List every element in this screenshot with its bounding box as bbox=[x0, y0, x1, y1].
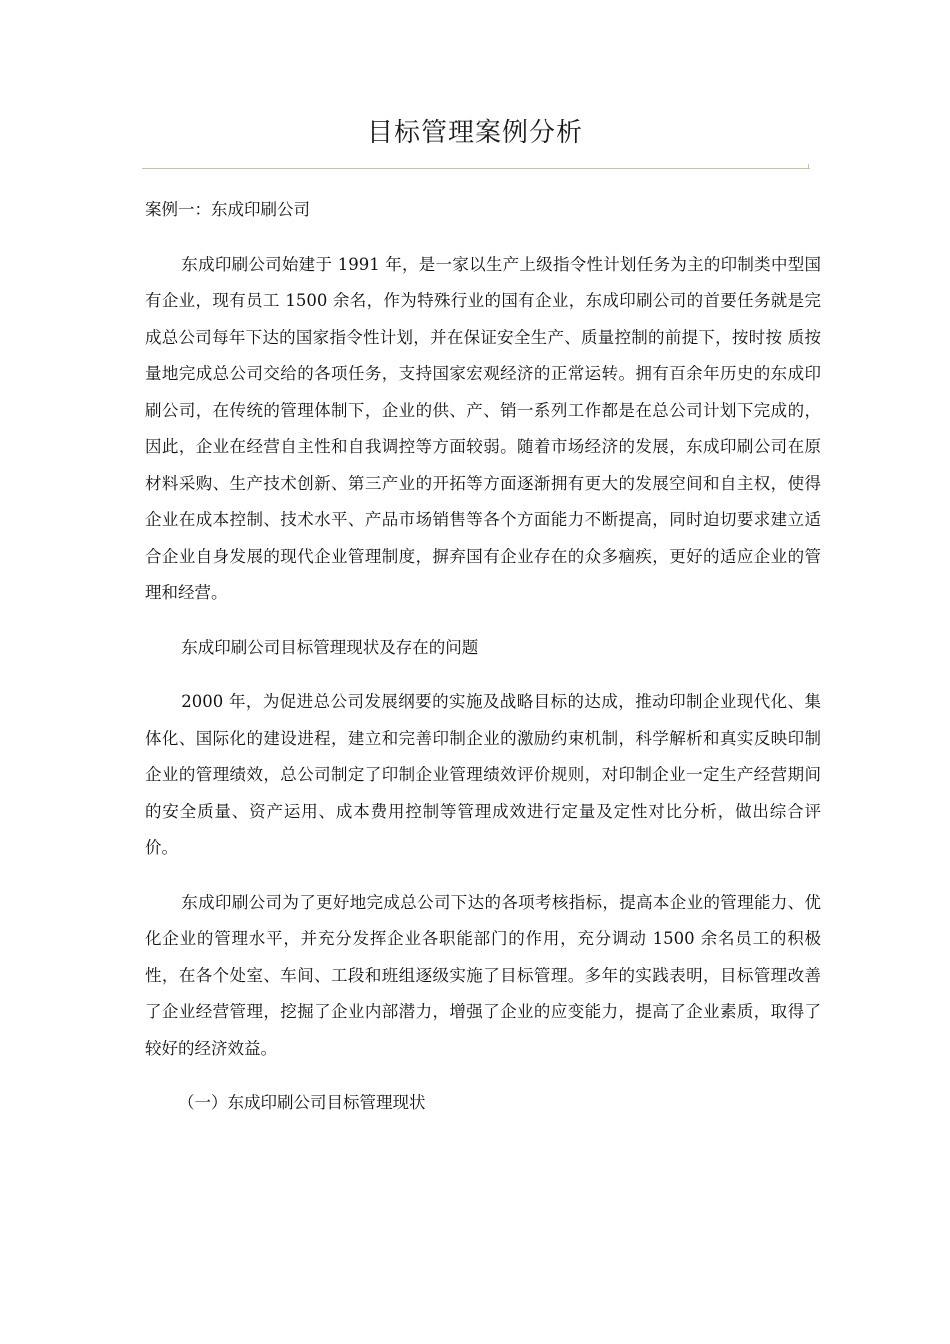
title-divider bbox=[142, 168, 810, 169]
document-title: 目标管理案例分析 bbox=[366, 118, 583, 148]
title-divider-end-mark bbox=[808, 164, 809, 169]
section-heading: 东成印刷公司目标管理现状及存在的问题 bbox=[181, 637, 479, 657]
subsection-heading: （一）东成印刷公司目标管理现状 bbox=[178, 1093, 426, 1112]
paragraph-management-practice: 东成印刷公司为了更好地完成总公司下达的各项考核指标，提高本企业的管理能力、优化企业的管理水平，并充分发挥企业各职能部门的作用，充分调动 1500 余名员工的积极性，在各个处室、车间、工段和班组逐级实施了目标管理。多年的实践表明，目标管理改善了企业经营管理，挖掘了企业内部潜力，增强了企业的应变能力，提高了企业素质，取得了较好的经济效益。 bbox=[145, 892, 821, 1058]
case-heading: 案例一：东成印刷公司 bbox=[145, 200, 310, 219]
paragraph-evaluation-rules: 2000 年，为促进总公司发展纲要的实施及战略目标的达成，推动印制企业现代化、集体化、国际化的建设进程，建立和完善印制企业的激励约束机制，科学解析和真实反映印制企业的管理绩效，总公司制定了印制企业管理绩效评价规则，对印制企业一定生产经营期间的安全质量、资产运用、成本费用控制等管理成效进行定量及定性对比分析，做出综合评价。 bbox=[145, 692, 821, 857]
paragraph-company-background: 东成印刷公司始建于 1991 年，是一家以生产上级指令性计划任务为主的印制类中型国有企业，现有员工 1500 余名，作为特殊行业的国有企业，东成印刷公司的首要任务就是完成总公司每年下达的国家指令性计划，并在保证安全生产、质量控制的前提下，按时按 质按量地完成总公司交给的各项任务，支持国家宏观经济的正常运转。拥有百余年历史的东成印刷公司，在传统的管理体制下，企业的供、产、销一系列工作都是在总公司计划下完成的，因此，企业在经营自主性和自我调控等方面较弱。随着市场经济的发展，东成印刷公司在原材料采购、生产技术创新、第三产业的开拓等方面逐渐拥有更大的发展空间和自主权，使得企业在成本控制、技术水平、产品市场销售等各个方面能力不断提高，同时迫切要求建立适合企业自身发展的现代企业管理制度，摒弃国有企业存在的众多痼疾，更好的适应企业的管理和经营。 bbox=[145, 254, 821, 602]
document-body bbox=[145, 192, 821, 1140]
